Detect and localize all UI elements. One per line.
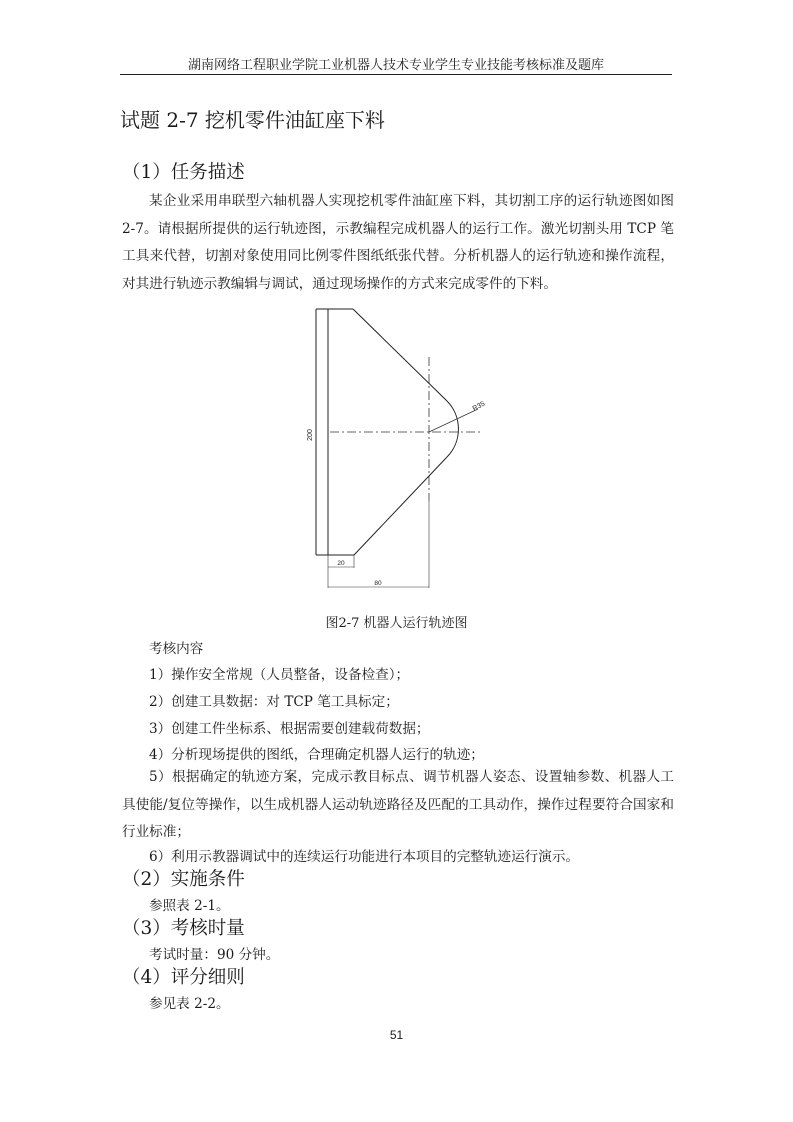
radius-label: R35 (471, 400, 487, 413)
assessment-heading: 考核内容 (149, 641, 204, 657)
page-number: 51 (389, 1028, 404, 1042)
offset-label: 20 (337, 560, 345, 567)
task-description: 某企业采用串联型六轴机器人实现挖机零件油缸座下料，其切割工序的运行轨迹图如图 2-7。请根据所提供的运行轨迹图，示教编程完成机器人的运行工作。激光切割头用 TCP 笔工具来代替，切割对象使用同比例零件图纸纸张代替。分析机器人的运行轨迹和操作流程，对其进行轨迹示教编辑与调试，通过现场操作的方式来完成零件的下料。 (122, 193, 674, 292)
r35-arc (447, 401, 458, 457)
assessment-item: 5）根据确定的轨迹方案，完成示教目标点、调节机器人姿态、设置轴参数、机器人工具使能/复位等操作，以生成机器人运动轨迹路径及匹配的工具动作，操作过程要符合国家和行业标准； (122, 769, 674, 841)
figure-caption: 图2-7 机器人运行轨迹图 (325, 616, 468, 631)
assessment-item: 6）利用示教器调试中的连续运行功能进行本项目的完整轨迹运行演示。 (149, 849, 580, 865)
height-label: 200 (307, 429, 314, 441)
section-heading-task: （1）任务描述 (122, 162, 245, 183)
trajectory-drawing (300, 305, 500, 595)
assessment-item: 1）操作安全常规（人员整备，设备检查）； (149, 667, 410, 683)
assessment-item: 3）创建工件坐标系、根据需要创建载荷数据； (149, 721, 430, 737)
header-rule (120, 74, 672, 75)
section-heading-time: （3）考核时量 (122, 918, 245, 939)
time-text: 考试时量：90 分钟。 (149, 947, 280, 963)
width-label: 80 (374, 580, 382, 587)
conditions-text: 参照表 2-1。 (149, 898, 230, 914)
exam-title: 试题 2-7 挖机零件油缸座下料 (120, 108, 385, 132)
section-heading-conditions: （2）实施条件 (122, 869, 245, 890)
assessment-item: 4）分析现场提供的图纸，合理确定机器人运行的轨迹； (149, 747, 484, 763)
page-header: 湖南网络工程职业学院工业机器人技术专业学生专业技能考核标准及题库 (187, 58, 604, 73)
section-heading-scoring: （4）评分细则 (122, 967, 245, 988)
radius-leader (429, 409, 478, 432)
lower-slant-line (354, 457, 447, 555)
trajectory-figure (300, 305, 500, 595)
scoring-text: 参见表 2-2。 (149, 996, 230, 1012)
upper-slant-line (353, 309, 447, 401)
assessment-item: 2）创建工具数据：对 TCP 笔工具标定； (149, 694, 399, 710)
